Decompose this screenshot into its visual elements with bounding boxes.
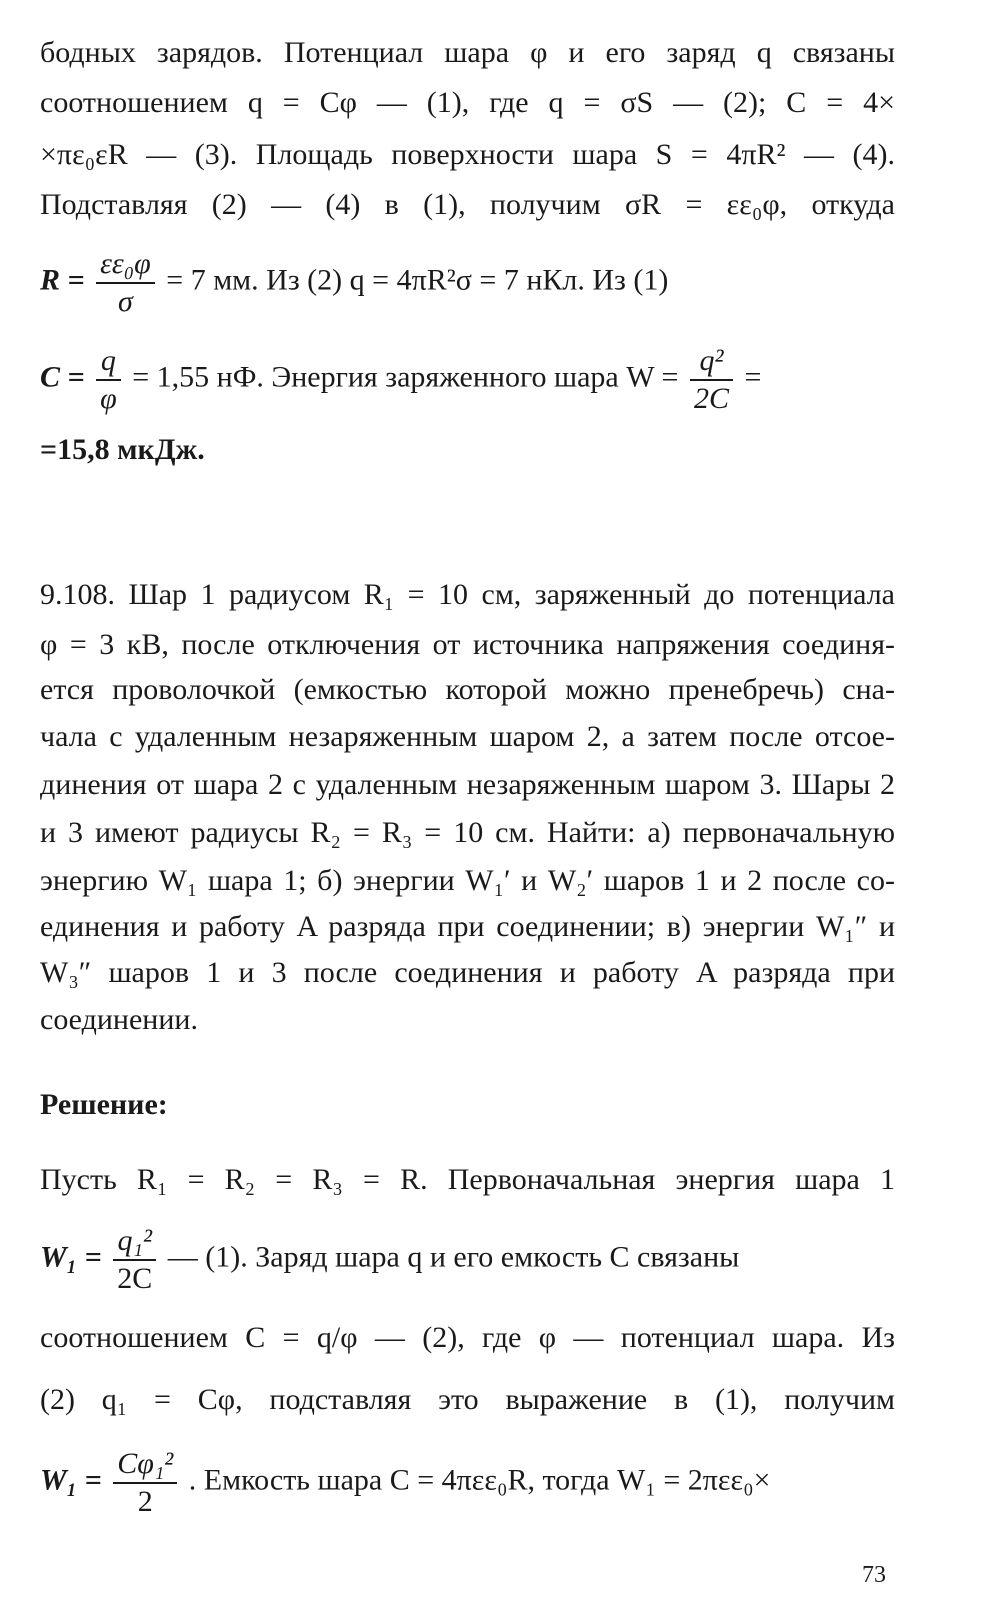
formula-lhs: R = [40, 263, 85, 297]
text-line: соотношением q = Cφ — (1), где q = σS — (2); C = 4× [40, 86, 895, 119]
problem-line: φ = 3 кВ, после отключения от источника напряжения соединя- [40, 628, 895, 661]
problem-line: соединении. [40, 1003, 198, 1036]
solution-line: (2) q₁ = Cφ, подставляя это выражение в (1), получим [40, 1383, 895, 1416]
solution-heading: Решение: [40, 1088, 168, 1121]
problem-line: ется проволочкой (емкостью которой можно пренебречь) сна- [40, 673, 895, 706]
fraction-w: $\frac{\text{q²}}{2C}$ [690, 345, 733, 414]
text-span: = 1,55 нФ. Энергия заряженного шара W = [132, 360, 679, 394]
formula-lhs: W₁ = [40, 1463, 102, 1497]
text-span: = 7 мм. Из (2) q = 4πR²σ = 7 нКл. Из (1) [166, 263, 669, 297]
problem-line: динения от шара 2 с удаленным незаряженным шаром 3. Шары 2 [40, 768, 895, 801]
formula-lhs: W₁ = [40, 1240, 102, 1274]
formula-line-w1 [40, 1225, 895, 1294]
formula-line-w1b [40, 1448, 895, 1517]
text-line: =15,8 мкДж. [40, 433, 205, 466]
problem-line: единения и работу A разряда при соединении; в) энергии W₁″ и [40, 910, 895, 943]
solution-line: Пусть R₁ = R₂ = R₃ = R. Первоначальная энергия шара 1 [40, 1163, 895, 1196]
fraction-c: $\frac{q}{\varphi}$ [96, 345, 121, 414]
text-line: ×πε₀εR — (3). Площадь поверхности шара S = 4πR² — (4). [40, 138, 895, 171]
text-line: бодных зарядов. Потенциал шара φ и его заряд q связаны [40, 36, 895, 69]
solution-line: соотношением C = q/φ — (2), где φ — потенциал шара. Из [40, 1321, 895, 1354]
problem-line: 9.108. Шар 1 радиусом R₁ = 10 см, заряженный до потенциала [40, 578, 895, 611]
problem-line: и 3 имеют радиусы R₂ = R₃ = 10 см. Найти: а) первоначальную [40, 816, 895, 849]
fraction-w1b: $\frac{\text{Cφ₁²}}{2}$ [113, 1448, 177, 1517]
formula-line-c: C = $\frac{q}{\varphi}$ = 1,55 нФ. Энергия заряженного шара W = $\frac{\text{q²}}{2C}$ = [40, 344, 762, 415]
text-line: Подставляя (2) — (4) в (1), получим σR = εε₀φ, откуда [40, 188, 895, 221]
problem-line: чала с удаленным незаряженным шаром 2, а затем после отсое- [40, 720, 895, 753]
formula-line-r [40, 248, 895, 317]
text-span: . Емкость шара C = 4πεε₀R, тогда W₁ = 2πεε₀× [188, 1463, 771, 1497]
text-span: — (1). Заряд шара q и его емкость C связаны [167, 1240, 740, 1274]
problem-line: энергию W₁ шара 1; б) энергии W₁′ и W₂′ шаров 1 и 2 после со- [40, 864, 895, 897]
formula-lhs: C = [40, 360, 85, 394]
problem-line: W₃″ шаров 1 и 3 после соединения и работу A разряда при [40, 956, 895, 989]
page-number: 73 [862, 1562, 886, 1588]
fraction-r: $\frac{\text{εε₀φ}}{\sigma}$ [96, 248, 155, 317]
fraction-w1: $\frac{\text{q₁²}}{2C}$ [113, 1225, 156, 1294]
